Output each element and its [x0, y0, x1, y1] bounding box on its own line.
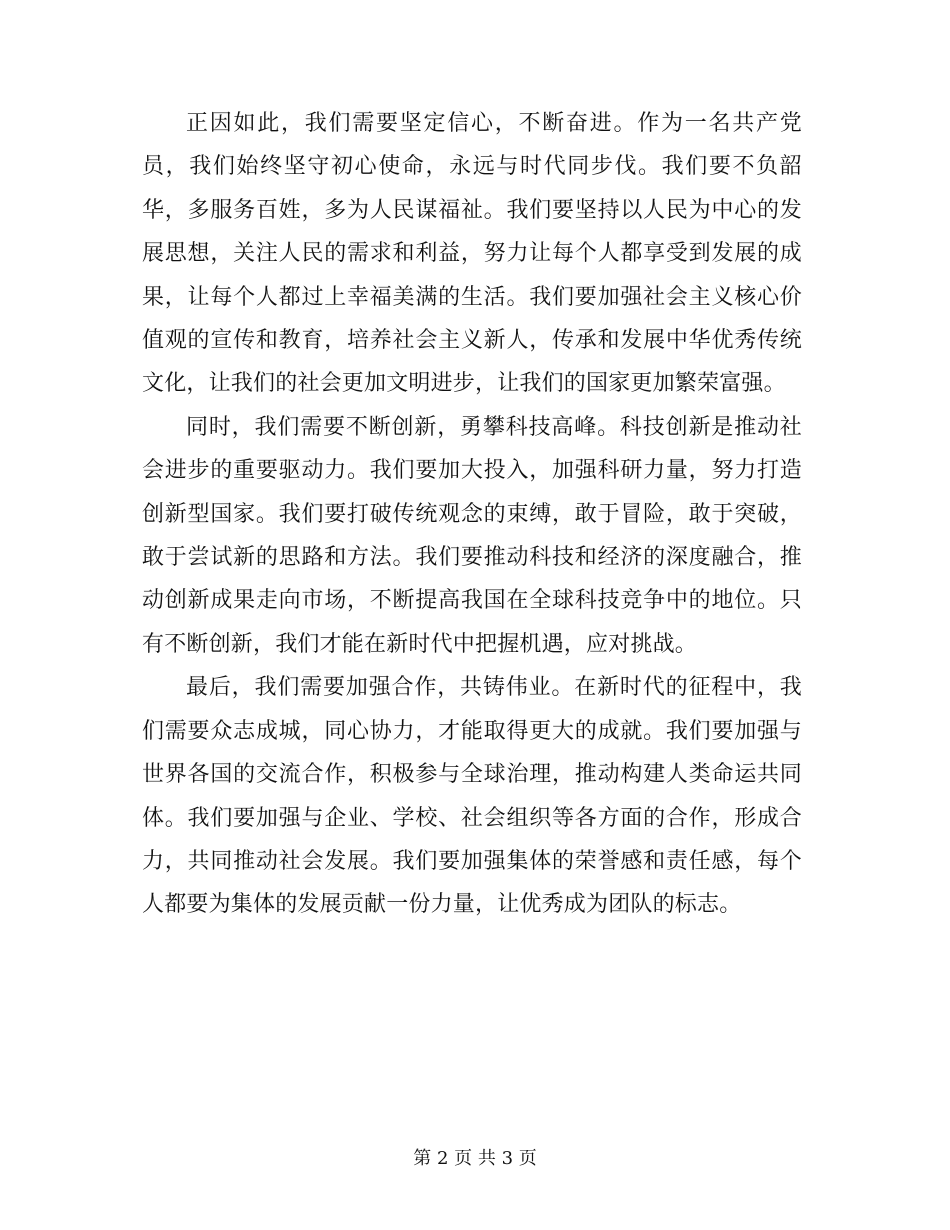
- paragraph-3: 最后，我们需要加强合作，共铸伟业。在新时代的征程中，我们需要众志成城，同心协力，才能取得更大的成就。我们要加强与世界各国的交流合作，积极参与全球治理，推动构建人类命运共同体。我们要加强与企业、学校、社会组织等各方面的合作，形成合力，共同推动社会发展。我们要加强集体的荣誉感和责任感，每个人都要为集体的发展贡献一份力量，让优秀成为团队的标志。: [142, 675, 802, 918]
- document-body: [142, 102, 802, 927]
- page-footer: 第 2 页 共 3 页: [413, 1148, 537, 1169]
- paragraph-2: 同时，我们需要不断创新，勇攀科技高峰。科技创新是推动社会进步的重要驱动力。我们要加大投入，加强科研力量，努力打造创新型国家。我们要打破传统观念的束缚，敢于冒险，敢于突破，敢于尝试新的思路和方法。我们要推动科技和经济的深度融合，推动创新成果走向市场，不断提高我国在全球科技竞争中的地位。只有不断创新，我们才能在新时代中把握机遇，应对挑战。: [142, 414, 802, 657]
- paragraph-1: 正因如此，我们需要坚定信心，不断奋进。作为一名共产党员，我们始终坚守初心使命，永远与时代同步伐。我们要不负韶华，多服务百姓，多为人民谋福祉。我们要坚持以人民为中心的发展思想，关注人民的需求和利益，努力让每个人都享受到发展的成果，让每个人都过上幸福美满的生活。我们要加强社会主义核心价值观的宣传和教育，培养社会主义新人，传承和发展中华优秀传统文化，让我们的社会更加文明进步，让我们的国家更加繁荣富强。: [142, 111, 802, 397]
